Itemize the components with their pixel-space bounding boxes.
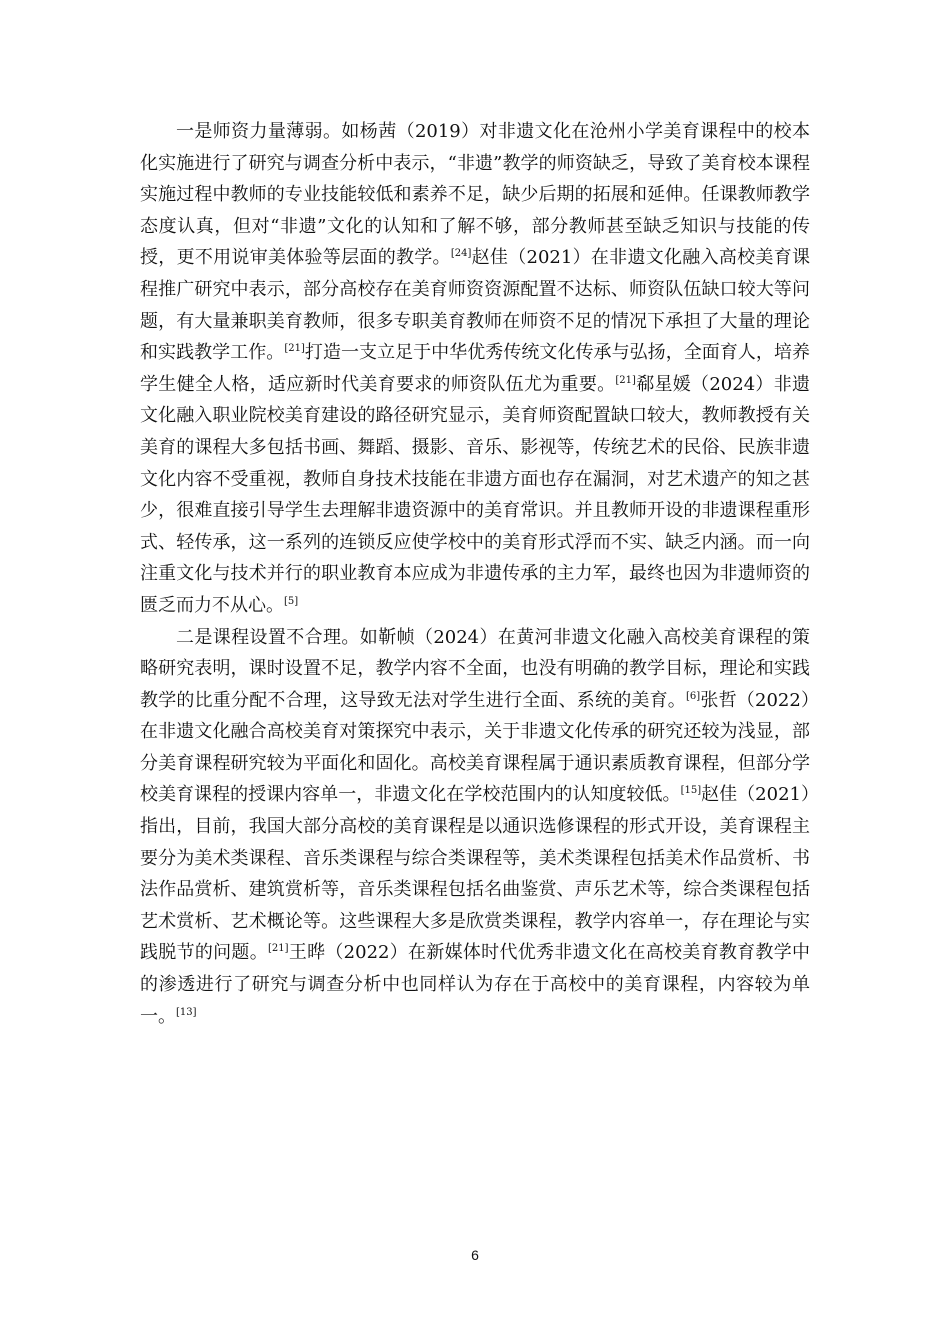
citation-reference: [5] xyxy=(284,595,299,607)
paragraph-text: 赵佳（2021）指出，目前，我国大部分高校的美育课程是以通识选修课程的形式开设，美育课程主要分为美术类课程、音乐类课程与综合类课程等，美术类课程包括美术作品赏析、书法作品赏析、建筑赏析等，音乐类课程包括名曲鉴赏、声乐艺术等，综合类课程包括艺术赏析、艺术概论等。这些课程大多是欣赏类课程，教学内容单一，存在理论与实践脱节的问题。 xyxy=(140,784,810,964)
paragraph-text: 赵佳（2021）在非遗文化融入高校美育课程推广研究中表示，部分高校存在美育师资资源配置不达标、师资队伍缺口较大等问题，有大量兼职美育教师，很多专职美育教师在师资不足的情况下承担了大量的理论和实践教学工作。 xyxy=(140,247,810,364)
citation-reference: [21] xyxy=(284,343,305,355)
citation-reference: [13] xyxy=(176,1006,197,1018)
paragraph-text: 打造一支立足于中华优秀传统文化传承与弘扬，全面育人，培养学生健全人格，适应新时代美育要求的师资队伍尤为重要。 xyxy=(140,342,810,395)
page-number: 6 xyxy=(471,1247,479,1263)
citation-reference: [24] xyxy=(450,248,472,260)
paragraph-text: 二是课程设置不合理。如靳帧（2024）在黄河非遗文化融入高校美育课程的策略研究表明，课时设置不足，教学内容不全面，也没有明确的教学目标，理论和实践教学的比重分配不合理，这导致无法对学生进行全面、系统的美育。 xyxy=(140,626,810,711)
citation-reference: [21] xyxy=(268,943,289,955)
paragraph xyxy=(140,116,810,622)
citation-reference: [15] xyxy=(680,785,702,797)
paragraph-text: 郗星媛（2024）非遗文化融入职业院校美育建设的路径研究显示，美育师资配置缺口较大，教师教授有关美育的课程大多包括书画、舞蹈、摄影、音乐、影视等，传统艺术的民俗、民族非遗文化内容不受重视，教师自身技术技能在非遗方面也存在漏洞，对艺术遗产的知之甚少，很难直接引导学生去理解非遗资源中的美育常识。并且教师开设的非遗课程重形式、轻传承，这一系列的连锁反应使学校中的美育形式浮而不实、缺乏内涵。而一向注重文化与技术并行的职业教育本应成为非遗传承的主力军，最终也因为非遗师资的匮乏而力不从心。 xyxy=(140,373,811,616)
citation-reference: [21] xyxy=(615,374,636,386)
body-text xyxy=(140,116,810,1032)
paragraph-text: 王晔（2022）在新媒体时代优秀非遗文化在高校美育教育教学中的渗透进行了研究与调查分析中也同样认为存在于高校中的美育课程，内容较为单一。 xyxy=(140,942,811,1027)
paragraph xyxy=(140,622,810,1033)
citation-reference: [6] xyxy=(686,690,701,702)
paragraph-text: 张哲（2022）在非遗文化融合高校美育对策探究中表示，关于非遗文化传承的研究还较为浅显，部分美育课程研究较为平面化和固化。高校美育课程属于通识素质教育课程，但部分学校美育课程的授课内容单一，非遗文化在学校范围内的认知度较低。 xyxy=(140,689,810,806)
paragraph-text: 一是师资力量薄弱。如杨茜（2019）对非遗文化在沧州小学美育课程中的校本化实施进行了研究与调查分析中表示，“非遗”教学的师资缺乏，导致了美育校本课程实施过程中教师的专业技能较低和素养不足，缺少后期的拓展和延伸。任课教师教学态度认真，但对“非遗”文化的认知和了解不够，部分教师甚至缺乏知识与技能的传授，更不用说审美体验等层面的教学。 xyxy=(140,121,810,269)
